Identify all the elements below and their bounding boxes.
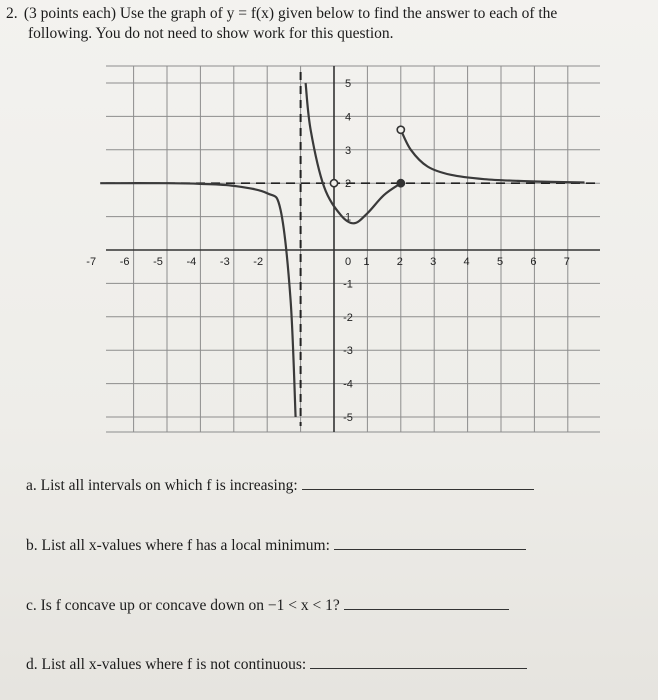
x-tick-label: -3 bbox=[219, 256, 230, 268]
x-tick-label: -5 bbox=[153, 256, 163, 268]
question-b-label: b. bbox=[26, 537, 38, 554]
question-a bbox=[26, 475, 534, 495]
question-d bbox=[26, 654, 527, 674]
question-a-label: a. bbox=[26, 477, 37, 494]
question-c-label: c. bbox=[26, 597, 37, 614]
x-tick-label: -6 bbox=[119, 256, 130, 268]
x-tick-label: 6 bbox=[530, 256, 537, 268]
x-tick-label: 2 bbox=[396, 256, 403, 268]
x-tick-label: -2 bbox=[253, 256, 264, 268]
x-tick-label: 1 bbox=[363, 256, 370, 268]
problem-number: 2. bbox=[6, 5, 18, 22]
y-tick-label: -3 bbox=[343, 345, 353, 358]
question-c bbox=[26, 595, 509, 615]
open-point bbox=[397, 126, 404, 133]
function-curve bbox=[306, 83, 401, 223]
y-tick-label: 5 bbox=[344, 78, 352, 90]
problem-intro-line2: following. You do not need to show work for this question. bbox=[28, 25, 394, 42]
question-d-text: List all x-values where f is not continuous: bbox=[41, 656, 307, 673]
question-c-text: Is f concave up or concave down on −1 < x < 1? bbox=[40, 597, 340, 614]
question-a-text: List all intervals on which f is increasing: bbox=[40, 477, 298, 494]
y-tick-label: -5 bbox=[343, 412, 353, 424]
y-tick-label: -4 bbox=[343, 378, 353, 391]
x-tick-label: 3 bbox=[430, 256, 437, 268]
x-tick-label: 5 bbox=[496, 256, 504, 268]
answer-c-line[interactable] bbox=[344, 595, 509, 610]
tick-labels bbox=[86, 78, 570, 424]
graph-axes bbox=[106, 66, 600, 432]
question-b-text: List all x-values where f has a local minimum: bbox=[41, 537, 330, 554]
answer-d-line[interactable] bbox=[310, 654, 527, 669]
problem-intro-line1: (3 points each) Use the graph of y = f(x) given below to find the answer to each of the bbox=[23, 5, 558, 22]
y-tick-label: 3 bbox=[344, 144, 352, 157]
graph-grid bbox=[106, 66, 600, 432]
y-tick-label: -2 bbox=[343, 311, 353, 324]
x-tick-label: -4 bbox=[186, 256, 197, 268]
answer-a-line[interactable] bbox=[302, 475, 534, 490]
function-curve bbox=[401, 130, 585, 183]
y-tick-label: 1 bbox=[344, 211, 352, 224]
x-tick-label: -7 bbox=[86, 256, 97, 268]
function-curve bbox=[100, 183, 295, 417]
x-tick-label: 7 bbox=[563, 256, 570, 268]
question-d-label: d. bbox=[26, 656, 38, 673]
y-tick-label: 2 bbox=[344, 178, 352, 191]
x-tick-label: 4 bbox=[463, 256, 470, 268]
filled-point bbox=[397, 180, 404, 187]
x-tick-label: 0 bbox=[344, 256, 352, 268]
question-b bbox=[26, 535, 526, 555]
open-point bbox=[330, 180, 337, 187]
answer-b-line[interactable] bbox=[334, 535, 526, 550]
y-tick-label: -1 bbox=[343, 278, 353, 291]
y-tick-label: 4 bbox=[344, 111, 352, 124]
